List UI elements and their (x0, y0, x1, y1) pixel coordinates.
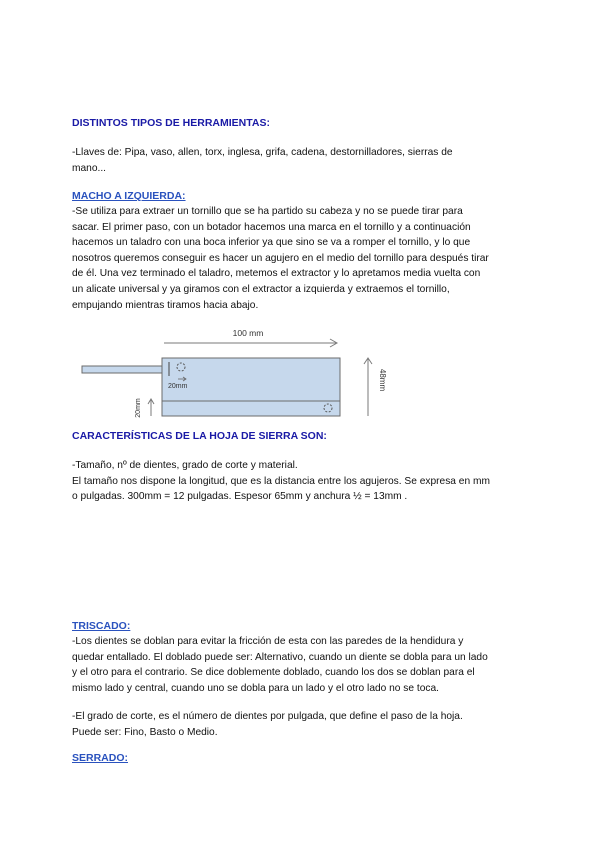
paragraph-tool-types (72, 145, 532, 176)
inner-label: 20mm (168, 383, 188, 390)
paragraph-grado-corte (72, 709, 532, 740)
heading-macho-izquierda[interactable]: MACHO A IZQUIERDA: (72, 190, 186, 202)
text-line: de él. Una vez terminado el taladro, metemos el extractor y lo apretamos media vuelta con (72, 268, 481, 280)
length-label: 100 mm (232, 328, 264, 338)
tooth-strip (162, 401, 340, 416)
text-line: o pulgadas. 300mm = 12 pulgadas. Espesor 65mm y anchura ½ = 13mm . (72, 491, 408, 503)
heading-caracteristicas: CARACTERÍSTICAS DE LA HOJA DE SIERRA SON: (72, 430, 327, 442)
text-line: El tamaño nos dispone la longitud, que es la distancia entre los agujeros. Se expresa en mm (72, 475, 490, 487)
text-line: Puede ser: Fino, Basto o Medio. (72, 726, 218, 738)
text-line: -El grado de corte, es el número de dientes por pulgada, que define el paso de la hoja. (72, 711, 463, 722)
heading-tool-types: DISTINTOS TIPOS DE HERRAMIENTAS: (72, 117, 270, 129)
saw-handle (82, 366, 164, 373)
text-line: mismo lado y central, cuando uno se dobla para un lado y el otro lado no se toca. (72, 682, 439, 694)
text-line: hacemos un taladro con una boca inferior ya que sino se va a romper el tornillo, y lo que (72, 237, 471, 249)
text-line: -Llaves de: Pipa, vaso, allen, torx, inglesa, grifa, cadena, destornilladores, sierras de (72, 147, 453, 158)
height-label: 48mm (378, 368, 387, 392)
text-line: quedar entallado. El doblado puede ser: Alternativo, cuando un diente se dobla para un lado (72, 651, 488, 663)
paragraph-macho-izquierda (72, 204, 532, 313)
text-line: mano... (72, 162, 106, 174)
side-label: 20mm (135, 398, 142, 418)
paragraph-triscado (72, 634, 532, 696)
text-line: empujando mientras tiramos hacia abajo. (72, 299, 259, 311)
text-line: un alicate universal y ya giramos con el extractor a izquierda y extraemos el tornillo, (72, 283, 450, 295)
heading-triscado[interactable]: TRISCADO: (72, 620, 131, 632)
paragraph-caracteristicas (72, 458, 532, 505)
text-line: nosotros queremos conseguir es hacer un agujero en el medio del tornillo para después tirar (72, 252, 489, 264)
text-line: -Los dientes se doblan para evitar la fricción de esta con las paredes de la hendidura y (72, 636, 464, 647)
text-line: -Tamaño, nº de dientes, grado de corte y material. (72, 460, 298, 471)
text-line: sacar. El primer paso, con un botador hacemos una marca en el tornillo y a continuación (72, 221, 471, 233)
heading-serrado[interactable]: SERRADO: (72, 752, 129, 764)
text-line: -Se utiliza para extraer un tornillo que se ha partido su cabeza y no se puede tirar para (72, 206, 463, 217)
saw-blade-diagram (78, 322, 398, 426)
text-line: y el otro para el contrario. Se dice doblemente doblado, cuando los dos se doblan para el (72, 667, 475, 679)
